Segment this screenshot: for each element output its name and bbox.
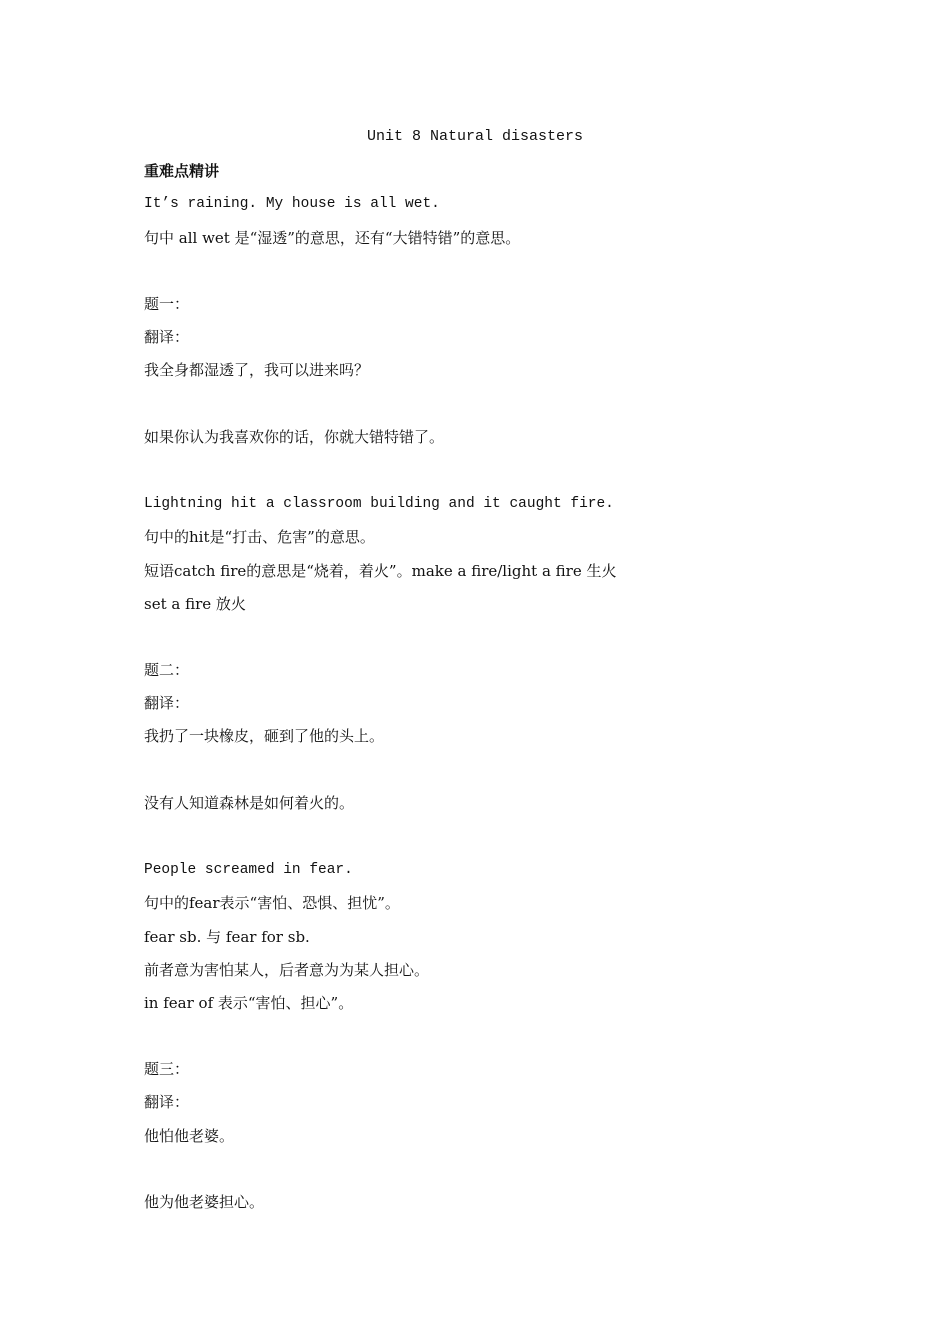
example-sentence: It’s raining. My house is all wet.: [144, 196, 440, 212]
explanation-line: set a fire 放火: [144, 595, 246, 613]
translate-label: 翻译：: [144, 328, 190, 346]
example-sentence: Lightning hit a classroom building and it caught fire.: [144, 496, 614, 512]
exercise-label: 题三：: [144, 1060, 190, 1078]
exercise-item: 我扔了一块橡皮，砸到了他的头上。: [144, 727, 385, 745]
exercise-item: 如果你认为我喜欢你的话，你就大错特错了。: [144, 428, 445, 446]
exercise-item: 他为他老婆担心。: [144, 1193, 265, 1211]
explanation-line: fear sb. 与 fear for sb.: [144, 928, 310, 946]
explanation-line: in fear of 表示“害怕、担心”。: [144, 994, 354, 1012]
example-sentence: People screamed in fear.: [144, 862, 353, 878]
exercise-label: 题一：: [144, 295, 190, 313]
explanation-line: 句中 all wet 是“湿透”的意思，还有“大错特错”的意思。: [144, 229, 521, 247]
explanation-line: 句中的hit是“打击、危害”的意思。: [144, 528, 375, 546]
translate-label: 翻译：: [144, 694, 190, 712]
section-heading: 重难点精讲: [144, 162, 220, 180]
exercise-item: 没有人知道森林是如何着火的。: [144, 794, 355, 812]
translate-label: 翻译：: [144, 1093, 190, 1111]
explanation-line: 短语catch fire的意思是“烧着，着火”。make a fire/light a fire 生火: [144, 562, 617, 580]
exercise-label: 题二：: [144, 661, 190, 679]
explanation-line: 前者意为害怕某人，后者意为为某人担心。: [144, 961, 430, 979]
explanation-line: 句中的fear表示“害怕、恐惧、担忧”。: [144, 894, 400, 912]
exercise-item: 我全身都湿透了，我可以进来吗？: [144, 361, 370, 379]
document-title: Unit 8 Natural disasters: [366, 128, 584, 145]
exercise-item: 他怕他老婆。: [144, 1127, 235, 1145]
